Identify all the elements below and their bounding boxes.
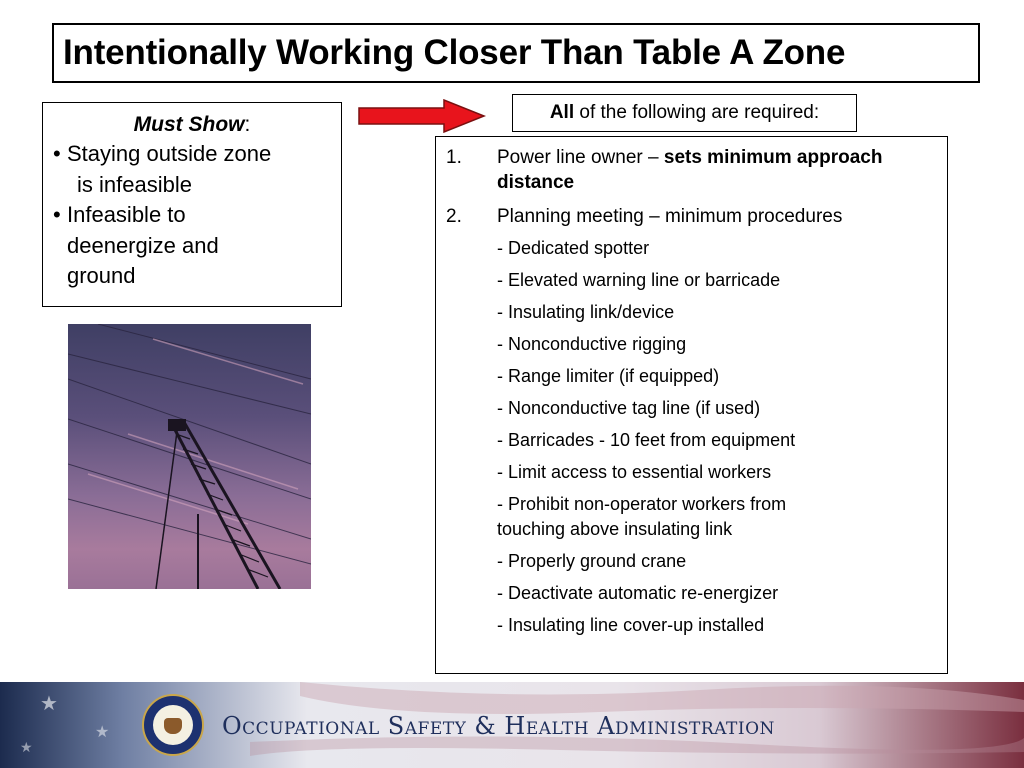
osha-footer-banner	[0, 682, 1024, 768]
list-number: 1.	[446, 147, 462, 168]
agency-name: Occupational Safety & Health Administration	[222, 712, 775, 740]
must-item-2	[53, 200, 331, 292]
svg-text:★: ★	[95, 724, 110, 741]
list-item-1-text: Power line owner –	[497, 147, 664, 168]
svg-text:★: ★	[40, 693, 58, 715]
must-item-1	[53, 139, 331, 200]
sub-item: - Nonconductive rigging	[497, 334, 687, 354]
must-show-colon: :	[244, 113, 251, 136]
must-item-2-line2: deenergize and	[67, 232, 219, 258]
must-item-1-line2: is infeasible	[77, 171, 192, 197]
required-text: of the following are required:	[579, 102, 820, 123]
sub-item: - Range limiter (if equipped)	[497, 366, 720, 386]
sub-item: - Insulating link/device	[497, 302, 675, 322]
sub-item: - Insulating line cover-up installed	[497, 615, 765, 635]
title-box	[52, 23, 980, 83]
dol-seal-icon	[142, 694, 204, 756]
sub-item: - Nonconductive tag line (if used)	[497, 398, 761, 418]
required-bold: All	[549, 102, 575, 123]
must-show-box	[42, 102, 342, 307]
sub-item: - Elevated warning line or barricade	[497, 270, 781, 290]
bullet: •	[53, 202, 61, 227]
must-item-2-line3: ground	[67, 263, 136, 288]
sub-item: - Dedicated spotter	[497, 238, 650, 258]
list-number: 2.	[446, 206, 462, 227]
list-item-1-bold: sets minimum approach distance	[497, 147, 883, 193]
sub-item: - Limit access to essential workers	[497, 462, 772, 482]
sub-item: - Deactivate automatic re-energizer	[497, 583, 779, 603]
list-item-2-text: Planning meeting – minimum procedures	[497, 206, 843, 227]
must-item-1-line1: Staying outside zone	[67, 141, 272, 166]
sub-item: - Prohibit non-operator workers from touching above insulating link	[497, 494, 787, 539]
bullet: •	[53, 141, 61, 166]
must-show-label: Must Show	[133, 113, 245, 136]
sub-item: - Properly ground crane	[497, 551, 687, 571]
svg-text:★: ★	[20, 739, 33, 755]
requirements-header	[512, 94, 857, 132]
must-show-heading	[53, 111, 331, 139]
crane-power-line-photo	[68, 324, 311, 589]
crane-photo-art	[68, 324, 311, 589]
requirements-list	[435, 136, 948, 674]
must-item-2-line1: Infeasible to	[67, 202, 186, 227]
sub-item: - Barricades - 10 feet from equipment	[497, 430, 796, 450]
list-item-2	[446, 204, 937, 229]
slide-title: Intentionally Working Closer Than Table A Zone	[63, 33, 846, 72]
list-item-1	[446, 145, 937, 195]
right-arrow-icon	[357, 99, 487, 133]
